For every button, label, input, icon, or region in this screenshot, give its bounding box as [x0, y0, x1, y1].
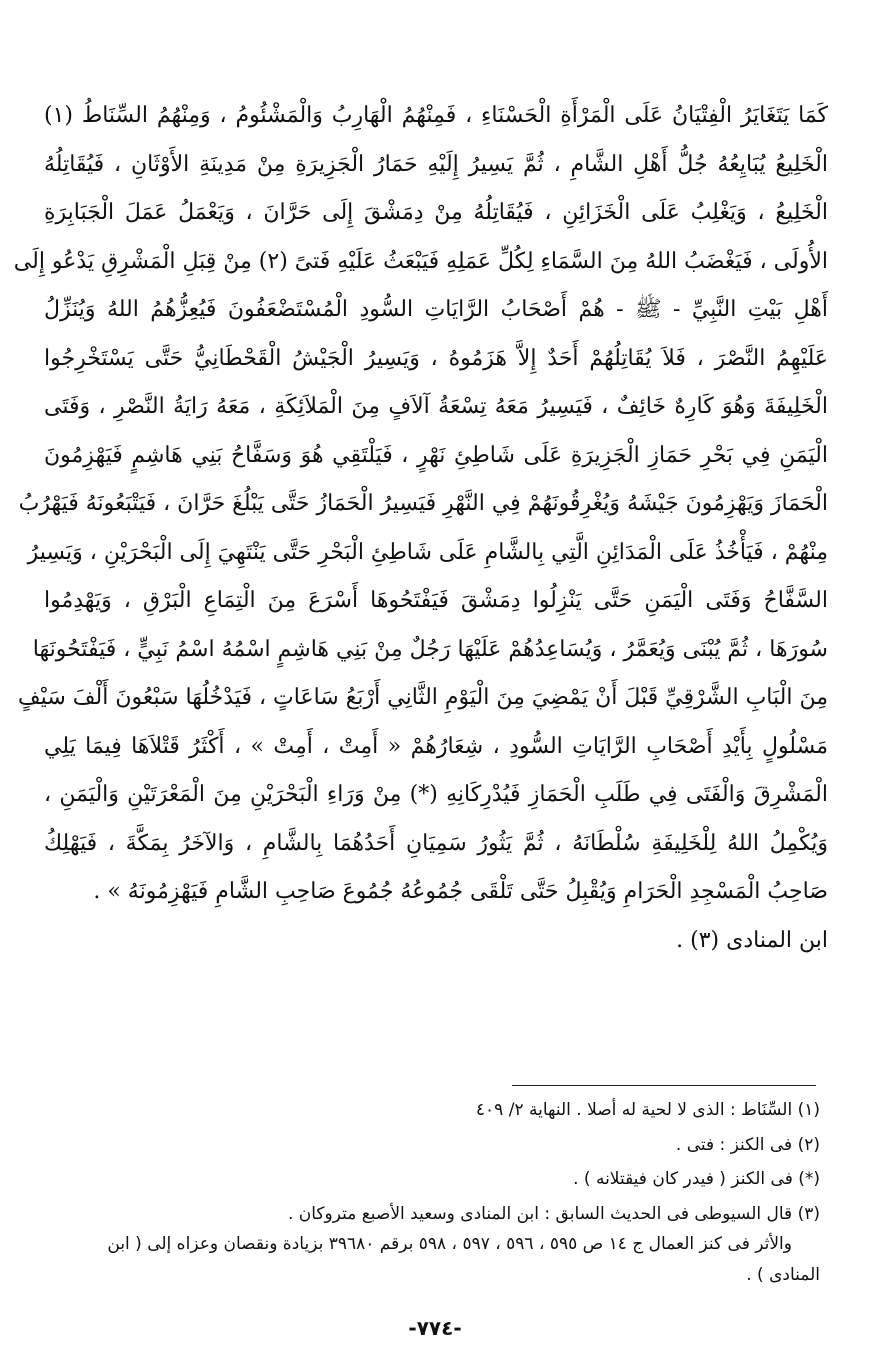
footnote-3: (٣) قال السيوطى فى الحديث السابق : ابن المنادى وسعيد الأصبع متروكان . — [287, 1203, 820, 1224]
text-line-4: الأُولَى ، فَيَغْضَبُ اللهُ مِنَ السَّمَاءِ لِكُلِّ عَمَلِهِ فَيَبْعَثُ عَلَيْهِ فَتىً (٢) مِنْ قِبَلِ الْمَشْرِقِ يَدْعُو إِلَى — [13, 248, 828, 274]
footnote-divider — [512, 1085, 816, 1086]
text-line-7: الْخَلِيفَةَ وَهُوَ كَارِهٌ خَائِفٌ ، فَيَسِيرُ مَعَهُ تِسْعَةُ آلاَفٍ مِنَ الْمَلاَئِكَةِ ، مَعَهُ رَايَةُ النَّصْرِ ، وَفَتَى — [44, 394, 828, 419]
text-line-8: الْيَمَنِ فِي بَحْرِ حَمَازِ الْجَزِيرَةِ عَلَى شَاطِئِ نَهْرٍ ، فَيَلْتَقِي هُوَ وَسَفَّاحُ بَنِي هَاشِمٍ فَيَهْزِمُونَ — [44, 442, 828, 468]
footnote-star: (*) فى الكنز ( فيدر كان فيقتلانه ) . — [573, 1169, 820, 1189]
main-text-body — [13, 92, 829, 965]
text-line-17: صَاحِبُ الْمَسْجِدِ الْحَرَامِ وَيُقْبِلُ حَتَّى تَلْقَى جُمُوعُهُ جُمُوعَ صَاحِبِ الشَّامِ فَيَهْزِمُونَهُ » . — [93, 879, 828, 904]
footnotes-section — [50, 1095, 820, 1290]
footnote-3-continuation-end: المنادى ) . — [746, 1264, 820, 1285]
text-line-9: الْحَمَازَ وَيَهْزِمُونَ جَيْشَهُ وَيُغْرِقُونَهُمْ فِي النَّهْرِ فَيَسِيرُ الْحَمَازُ حَتَّى يَبْلُغَ حَرَّانَ ، فَيَتْبَعُونَهُ فَيَهْرُبُ — [18, 491, 828, 516]
text-line-14: مَسْلُولٍ بِأَيْدِ أَصْحَابِ الرَّايَاتِ السُّودِ ، شِعَارُهُمْ « أَمِتْ ، أَمِتْ » ، أَكْثَرُ قَتْلاَهَا فِيمَا يَلِي — [44, 733, 828, 759]
text-line-5: أَهْلِ بَيْتِ النَّبِيِّ - ﷺ - هُمْ أَصْحَابُ الرَّايَاتِ السُّودِ الْمُسْتَضْعَفُونَ فَيُعِزُّهُمُ اللهُ وَيُنَزِّلُ — [44, 297, 828, 322]
text-line-16: وَيُكْمِلُ اللهُ لِلْخَلِيفَةِ سُلْطَانَهُ ، ثُمَّ يَثُورُ سَمِيَانِ أَحَدُهُمَا بِالشَّامِ ، وَالآخَرُ بِمَكَّةَ ، فَيَهْلِكُ — [44, 830, 828, 856]
text-line-10: مِنْهُمْ ، فَيَأْخُذُ عَلَى الْمَدَائِنِ الَّتِي بِالشَّامِ عَلَى شَاطِئِ الْبَحْرِ حَتَّى يَنْتَهِيَ إِلَى الْبَحْرَيْنِ ، وَيَسِيرُ — [27, 539, 828, 565]
text-line-1: كَمَا يَتَغَايَرُ الْفِتْيَانُ عَلَى الْمَرْأَةِ الْحَسْنَاءِ ، فَمِنْهُمُ الْهَارِبُ وَالْمَشْئُومُ ، وَمِنْهُمُ السِّنَاطُ (١) — [44, 103, 828, 128]
source-attribution: ابن المنادى (٣) . — [676, 927, 828, 953]
text-line-2: الْخَلِيعُ يُبَايِعُهُ جُلُّ أَهْلِ الشَّامِ ، ثُمَّ يَسِيرُ إِلَيْهِ حَمَارُ الْجَزِيرَةِ مِنْ مَدِينَةِ الأَوْثَانِ ، فَيُقَاتِلُهُ — [44, 151, 828, 177]
text-line-6: عَلَيْهِمُ النَّصْرَ ، فَلاَ يُقَاتِلُهُمْ أَحَدٌ إِلاَّ هَزَمُوهُ ، وَيَسِيرُ الْجَيْشُ الْقَحْطَانِيُّ حَتَّى يَسْتَخْرِجُوا — [44, 345, 828, 371]
footnote-1: (١) السِّنَاط : الذى لا لحية له أصلا . النهاية ٢/ ٤٠٩ — [475, 1100, 820, 1120]
text-line-13: مِنَ الْبَابِ الشَّرْقِيِّ قَبْلَ أَنْ يَمْضِيَ مِنَ الْيَوْمِ الثَّانِي أَرْبَعُ سَاعَاتٍ ، فَيَدْخُلُهَا سَبْعُونَ أَلْفَ سَيْفٍ — [17, 685, 828, 710]
page-number: -٧٧٤- — [408, 1316, 462, 1340]
text-line-12: سُورَهَا ، ثُمَّ يُبْنَى وَيُعَمَّرُ ، وَيُسَاعِدُهُمْ عَلَيْهَا رَجُلٌ مِنْ بَنِي هَاشِمٍ اسْمُهُ اسْمُ نَبِيٍّ ، فَيَفْتَحُونَهَا — [32, 636, 828, 662]
footnote-3-continuation: والأثر فى كنز العمال ج ١٤ ص ٥٩٥ ، ٥٩٦ ، ٥٩٧ ، ٥٩٨ برقم ٣٩٦٨٠ بزيادة ونقصان وعزاه إلى ( ابن — [107, 1234, 792, 1254]
footnote-2: (٢) فى الكنز : فتى . — [675, 1134, 820, 1155]
text-line-11: السَّفَّاحُ وَفَتَى الْيَمَنِ حَتَّى يَنْزِلُوا دِمَشْقَ فَيَفْتَحُوهَا أَسْرَعَ مِنَ الْتِمَاعِ الْبَرْقِ ، وَيَهْدِمُوا — [44, 588, 828, 613]
text-line-15: الْمَشْرِقَ وَالْفَتَى فِي طَلَبِ الْحَمَازِ فَيُدْرِكَانِهِ (*) مِنْ وَرَاءِ الْبَحْرَيْنِ مِنَ الْمَعْرَتَيْنِ وَالْيَمَنِ ، — [44, 782, 829, 807]
text-line-3: الْخَلِيعُ ، وَيَغْلِبُ عَلَى الْخَزَائِنِ ، فَيُقَاتِلُهُ مِنْ دِمَشْقَ إِلَى حَرَّانَ ، وَيَعْمَلُ عَمَلَ الْجَبَابِرَةِ — [44, 200, 828, 225]
